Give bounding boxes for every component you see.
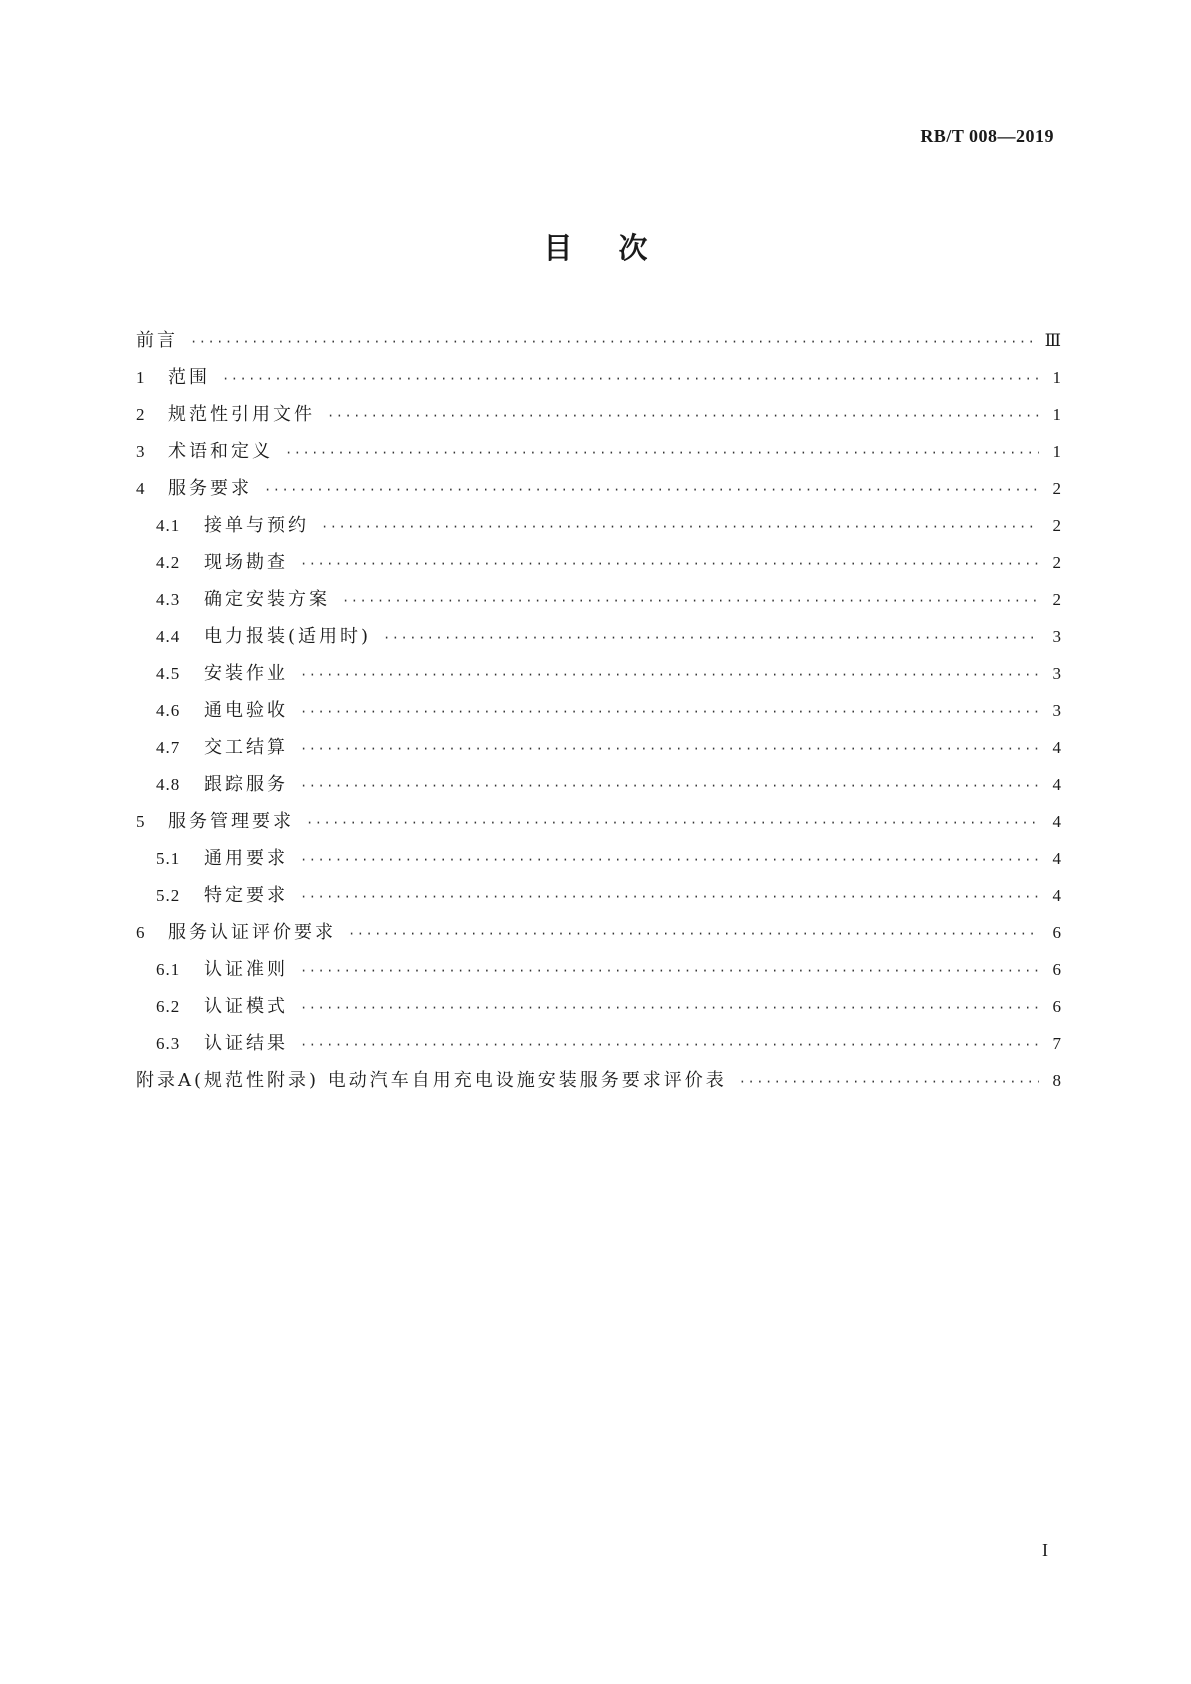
- toc-entry-page: 2: [1052, 590, 1061, 609]
- toc-entry-label: 认证准则: [204, 959, 288, 980]
- toc-entry[interactable]: [136, 992, 1061, 1029]
- toc-entry[interactable]: [136, 622, 1061, 659]
- toc-entry-page: 6: [1052, 960, 1061, 979]
- dot-leader: [321, 520, 1039, 534]
- toc-entry-number: 4.4: [156, 627, 181, 646]
- toc-entry[interactable]: [136, 474, 1061, 511]
- toc-entry-label: 交工结算: [204, 737, 288, 758]
- toc-entry[interactable]: [136, 733, 1061, 770]
- toc-entry-number: 4.2: [156, 553, 181, 572]
- toc-entry-number: 4.6: [156, 701, 181, 720]
- toc-entry-label: 通用要求: [204, 848, 288, 869]
- toc-entry-label: 接单与预约: [204, 515, 309, 536]
- toc-entry-page: 4: [1052, 849, 1061, 868]
- toc-entry-number: 6.3: [156, 1034, 181, 1053]
- toc-entry-page: 1: [1052, 442, 1061, 461]
- toc-entry-label: 认证结果: [204, 1033, 288, 1054]
- toc-entry-number: 4.8: [156, 775, 181, 794]
- dot-leader: [300, 705, 1039, 719]
- toc-entry-label: 确定安装方案: [204, 589, 330, 610]
- toc-entry-label: 服务要求: [168, 478, 252, 499]
- dot-leader: [222, 372, 1039, 386]
- toc-entry[interactable]: [136, 881, 1061, 918]
- toc-entry-number: 4.7: [156, 738, 181, 757]
- toc-entry-page: 3: [1052, 664, 1061, 683]
- toc-entry-label: 认证模式: [204, 996, 288, 1017]
- toc-entry[interactable]: [136, 326, 1061, 363]
- toc-entry[interactable]: [136, 659, 1061, 696]
- toc-entry-page: 2: [1052, 479, 1061, 498]
- toc-entry[interactable]: [136, 1066, 1061, 1103]
- dot-leader: [300, 668, 1039, 682]
- toc-entry-number: 4.1: [156, 516, 181, 535]
- toc-entry-label: 前言: [136, 330, 178, 351]
- dot-leader: [300, 742, 1039, 756]
- dot-leader: [285, 446, 1039, 460]
- dot-leader: [300, 557, 1039, 571]
- dot-leader: [327, 409, 1039, 423]
- page-title: 目次: [543, 231, 694, 265]
- toc-entry-label: 规范性引用文件: [168, 404, 315, 425]
- toc-entry-label: 电力报装(适用时): [204, 626, 372, 647]
- toc-entry-page: 8: [1052, 1071, 1061, 1090]
- dot-leader: [300, 890, 1039, 904]
- toc-entry-label: 现场勘查: [204, 552, 288, 573]
- dot-leader: [306, 816, 1039, 830]
- toc-entry-number: 3: [136, 442, 146, 461]
- dot-leader: [342, 594, 1039, 608]
- dot-leader: [348, 927, 1039, 941]
- toc-entry[interactable]: [136, 437, 1061, 474]
- toc-entry[interactable]: [136, 1029, 1061, 1066]
- toc-entry-label: 安装作业: [204, 663, 288, 684]
- toc-entry-page: Ⅲ: [1044, 331, 1061, 350]
- toc-entry[interactable]: [136, 807, 1061, 844]
- dot-leader: [300, 853, 1039, 867]
- toc-entry-page: 4: [1052, 775, 1061, 794]
- toc-entry[interactable]: [136, 548, 1061, 585]
- toc-entry-page: 2: [1052, 553, 1061, 572]
- toc-entry-number: 5.2: [156, 886, 181, 905]
- toc-entry-page: 3: [1052, 627, 1061, 646]
- toc-entry-page: 4: [1052, 886, 1061, 905]
- toc-entry-number: 1: [136, 368, 146, 387]
- toc-entry-page: 7: [1052, 1034, 1061, 1053]
- toc-entry-label: 特定要求: [204, 885, 288, 906]
- toc-entry-label: 跟踪服务: [204, 774, 288, 795]
- toc-entry-label: 服务管理要求: [168, 811, 294, 832]
- toc-entry-label: 术语和定义: [168, 441, 273, 462]
- toc-entry-page: 4: [1052, 738, 1061, 757]
- toc-entry-number: 4: [136, 479, 146, 498]
- dot-leader: [300, 1038, 1039, 1052]
- page-number: I: [1042, 1540, 1048, 1560]
- dot-leader: [264, 483, 1039, 497]
- toc-entry-page: 3: [1052, 701, 1061, 720]
- toc-entry-number: 4.3: [156, 590, 181, 609]
- toc-entry[interactable]: [136, 918, 1061, 955]
- dot-leader: [300, 1001, 1039, 1015]
- dot-leader: [739, 1075, 1039, 1089]
- toc-entry-page: 4: [1052, 812, 1061, 831]
- toc-entry-page: 1: [1052, 405, 1061, 424]
- toc-entry-page: 6: [1052, 997, 1061, 1016]
- table-of-contents: [136, 326, 1061, 1103]
- toc-entry[interactable]: [136, 511, 1061, 548]
- toc-entry[interactable]: [136, 696, 1061, 733]
- toc-entry[interactable]: [136, 585, 1061, 622]
- toc-entry-number: 6: [136, 923, 146, 942]
- dot-leader: [300, 964, 1039, 978]
- toc-entry-number: 2: [136, 405, 146, 424]
- standard-code: RB/T 008—2019: [920, 126, 1054, 146]
- dot-leader: [300, 779, 1039, 793]
- toc-entry-page: 2: [1052, 516, 1061, 535]
- toc-entry[interactable]: [136, 955, 1061, 992]
- toc-entry-number: 5: [136, 812, 146, 831]
- toc-entry-label: 通电验收: [204, 700, 288, 721]
- toc-entry-number: 6.1: [156, 960, 181, 979]
- toc-entry-page: 1: [1052, 368, 1061, 387]
- dot-leader: [383, 631, 1039, 645]
- toc-entry[interactable]: [136, 400, 1061, 437]
- dot-leader: [190, 335, 1037, 349]
- toc-entry-number: 5.1: [156, 849, 181, 868]
- toc-entry[interactable]: [136, 770, 1061, 807]
- toc-entry-label: 服务认证评价要求: [168, 922, 336, 943]
- toc-entry-page: 6: [1052, 923, 1061, 942]
- toc-entry-number: 6.2: [156, 997, 181, 1016]
- toc-entry-number: 4.5: [156, 664, 181, 683]
- toc-entry-label: 范围: [168, 367, 210, 388]
- toc-entry[interactable]: [136, 363, 1061, 400]
- toc-entry[interactable]: [136, 844, 1061, 881]
- toc-entry-label: 附录A(规范性附录) 电动汽车自用充电设施安装服务要求评价表: [136, 1070, 727, 1091]
